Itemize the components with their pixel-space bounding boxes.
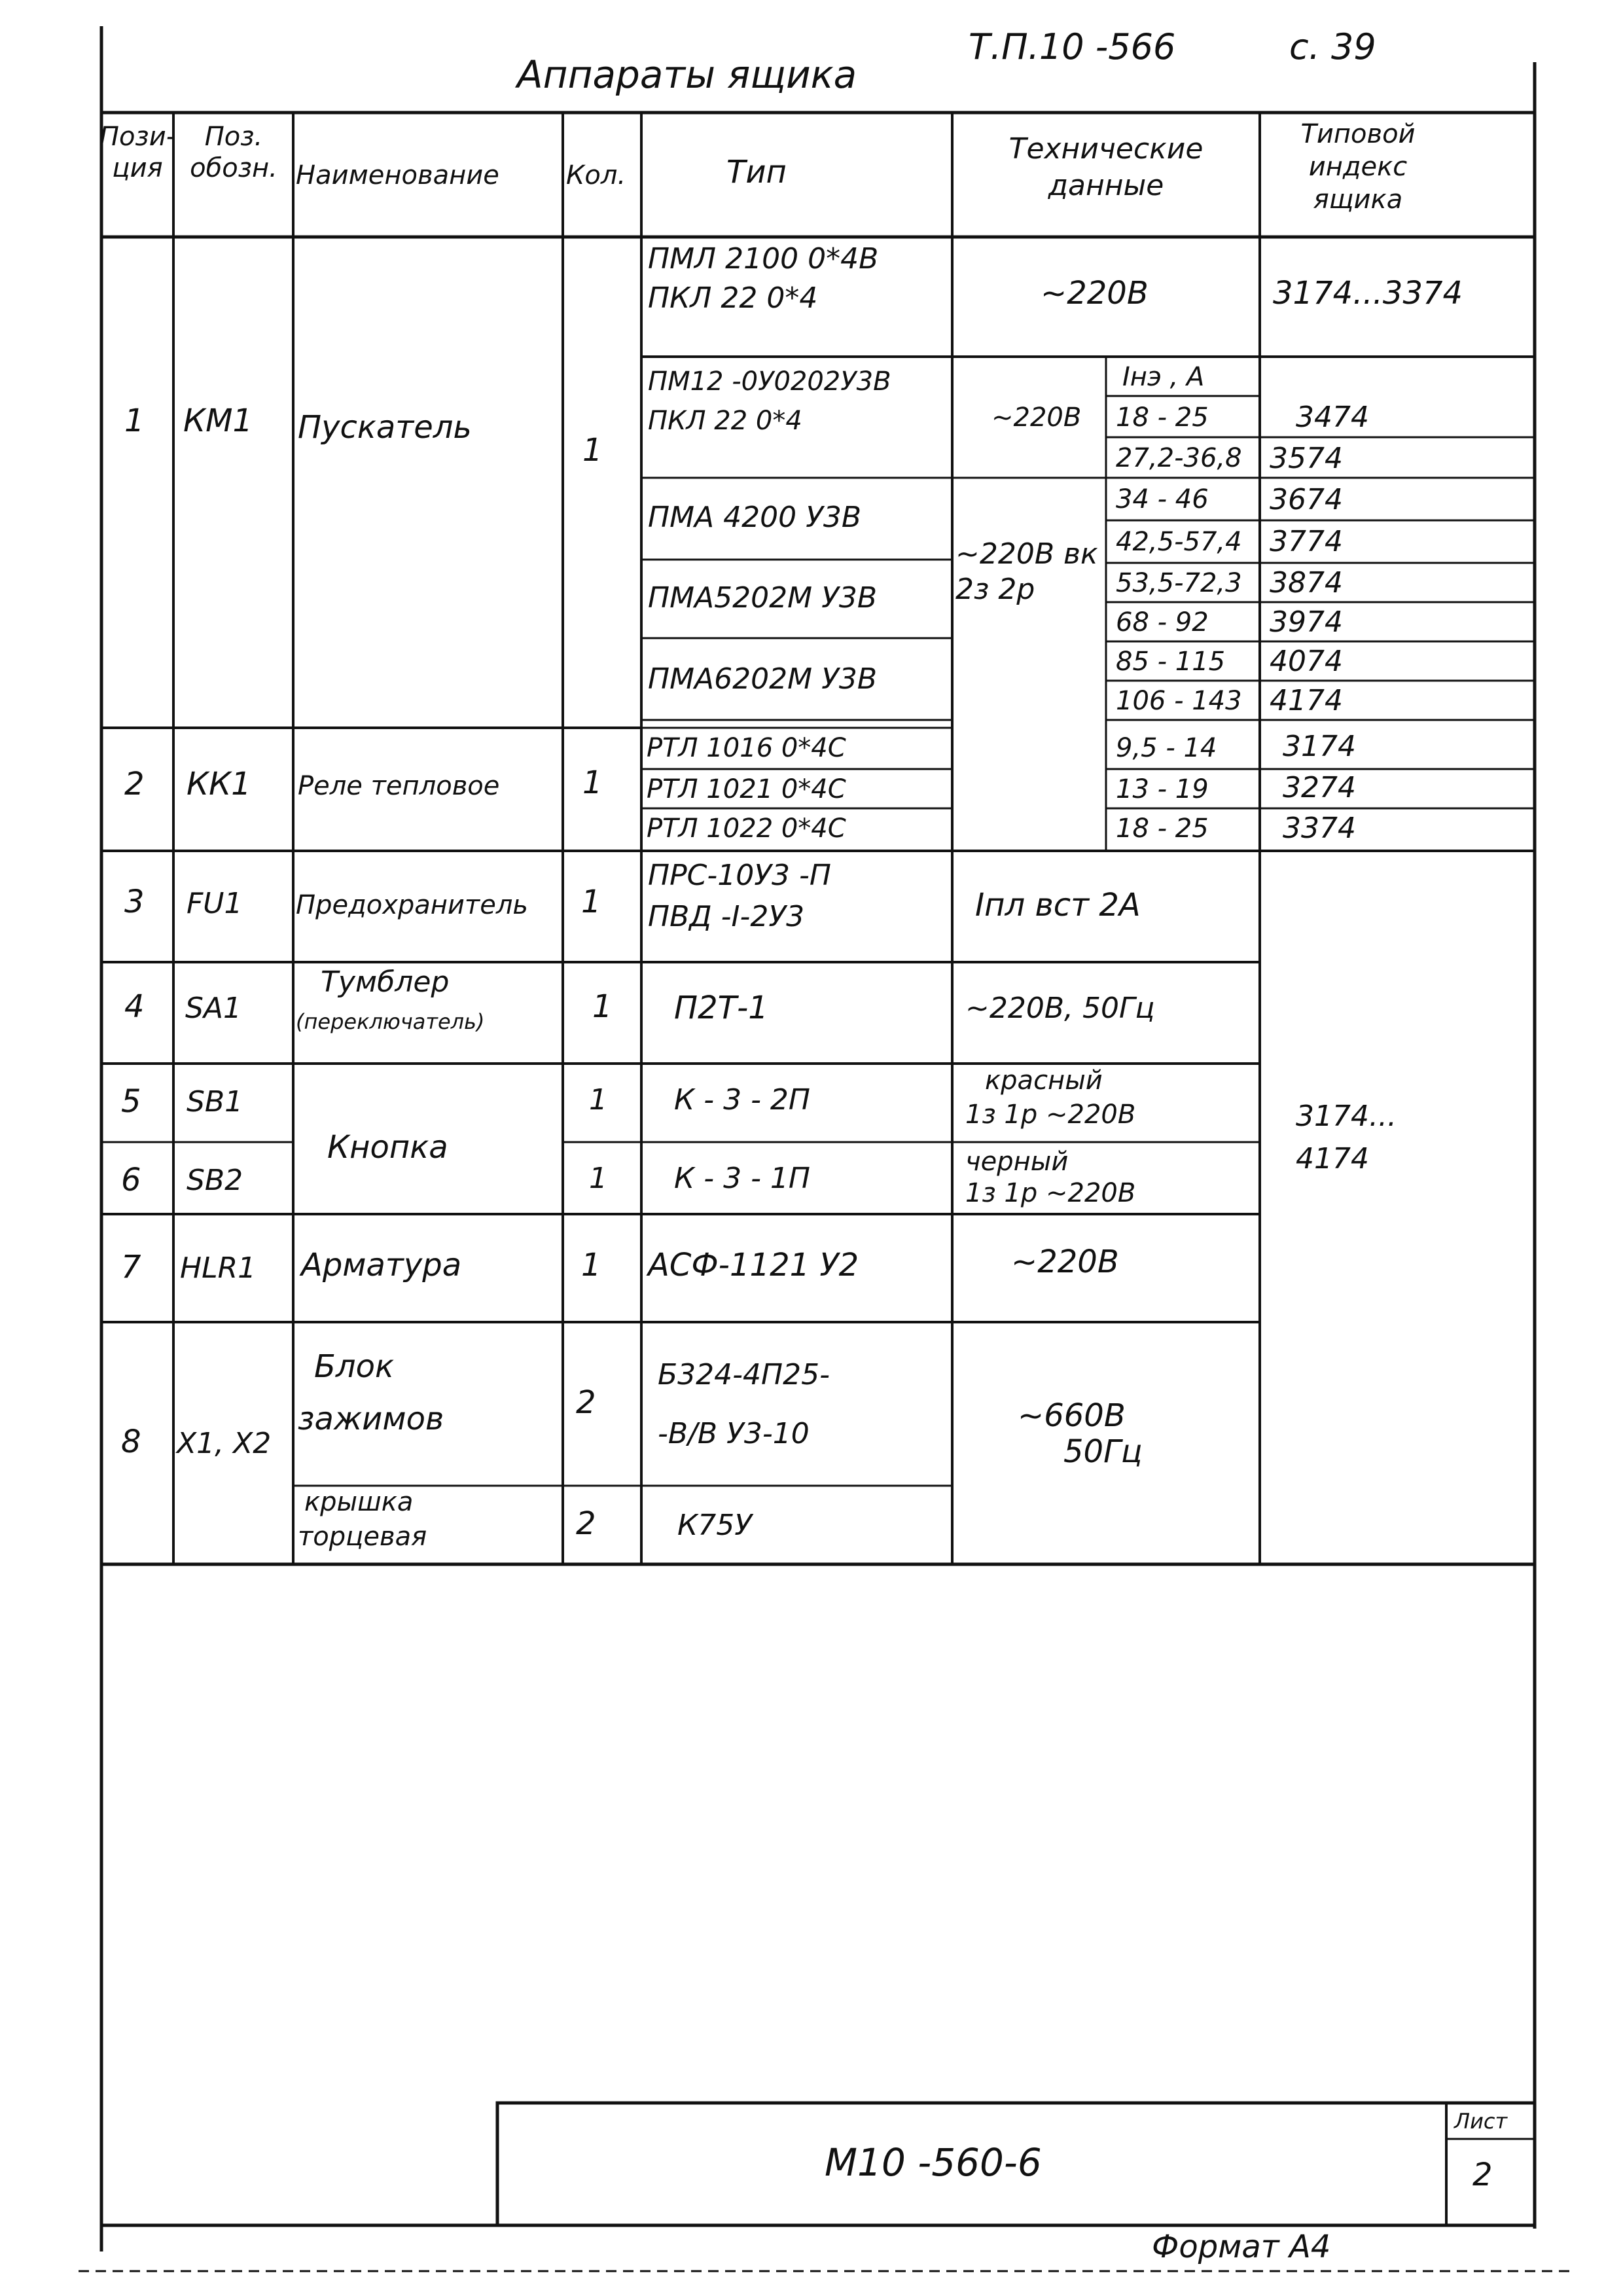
row2-current-1: 9,5 - 14 (1116, 733, 1217, 763)
index-1: 3474 (1296, 401, 1369, 434)
index-4: 3774 (1270, 525, 1343, 558)
row2-current-3: 18 - 25 (1116, 814, 1209, 844)
row5-pos: 5 (121, 1083, 141, 1120)
current-5: 53,5-72,3 (1116, 568, 1242, 598)
row3-qty: 1 (581, 884, 601, 920)
row1b-tech: ~220В (991, 403, 1082, 433)
row5-type: К - 3 - 2П (674, 1083, 811, 1117)
row4-qty: 1 (592, 988, 613, 1025)
current-7: 85 - 115 (1116, 647, 1226, 677)
index-3: 3674 (1270, 483, 1343, 516)
row8b-qty: 2 (576, 1505, 596, 1542)
row1b-type-1: ПМ12 -0У0202У3В (648, 367, 891, 397)
current-1: 18 - 25 (1116, 403, 1209, 433)
col-header-tech: Технические данные (1008, 132, 1204, 202)
row1-qty: 1 (582, 432, 603, 469)
row8-tech-1: ~660В (1018, 1397, 1126, 1434)
row3-designation: FU1 (187, 887, 243, 920)
row2-type-3: РТЛ 1022 0*4С (647, 814, 846, 844)
current-4: 42,5-57,4 (1116, 527, 1242, 557)
index-7: 4074 (1270, 645, 1343, 678)
row1-name: Пускатель (298, 409, 472, 446)
row7-qty: 1 (581, 1247, 601, 1283)
row1b-type-2: ПКЛ 22 0*4 (648, 406, 802, 436)
col-header-name: Наименование (296, 160, 499, 190)
row6-qty: 1 (589, 1162, 607, 1195)
row4-tech: ~220В, 50Гц (965, 992, 1155, 1025)
row8a-name-2: зажимов (298, 1401, 444, 1437)
row6-pos: 6 (121, 1162, 141, 1198)
row4-name-1: Тумблер (321, 965, 450, 999)
index-6: 3974 (1270, 605, 1343, 639)
current-header: Iнэ , А (1122, 362, 1205, 392)
current-8: 106 - 143 (1116, 686, 1242, 716)
row6-tech-1: черный (965, 1147, 1069, 1177)
row2-type-2: РТЛ 1021 0*4С (647, 774, 846, 804)
col-header-index: Типовой индекс ящика (1300, 119, 1416, 215)
row8b-name-2: торцевая (298, 1522, 427, 1552)
index-5: 3874 (1270, 566, 1343, 600)
col-header-type: Тип (726, 154, 787, 190)
row6-tech-2: 1з 1р ~220В (965, 1178, 1136, 1208)
row2-type-1: РТЛ 1016 0*4С (647, 733, 846, 763)
row3-tech: Iпл вст 2А (975, 887, 1141, 924)
row5-tech-2: 1з 1р ~220В (965, 1100, 1136, 1130)
row8b-type: К75У (677, 1509, 753, 1542)
row8-designation: X1, X2 (177, 1427, 272, 1460)
row4-designation: SA1 (185, 992, 242, 1025)
row7-type: АСФ-1121 У2 (648, 1247, 859, 1283)
button-name: Кнопка (327, 1129, 448, 1166)
index-3-8-2: 4174 (1296, 1142, 1369, 1175)
row6-type: К - 3 - 1П (674, 1162, 811, 1195)
row8a-type-2: -В/В У3-10 (658, 1417, 810, 1450)
stamp-sheet-label: Лист (1454, 2109, 1508, 2134)
page-ref: с. 39 (1289, 26, 1376, 67)
current-2: 27,2-36,8 (1116, 443, 1242, 473)
row4-pos: 4 (124, 988, 145, 1025)
row8a-name-1: Блок (314, 1348, 394, 1385)
row5-tech-1: красный (985, 1066, 1103, 1096)
doc-ref: Т.П.10 -566 (969, 26, 1176, 67)
row8b-name-1: крышка (304, 1487, 414, 1517)
row7-tech: ~220В (1011, 1244, 1119, 1280)
row4-type: П2Т-1 (674, 990, 768, 1026)
col-header-pos: Пози-ция (99, 122, 176, 183)
col-header-qty: Кол. (566, 160, 626, 190)
row4-name-2: (переключатель) (296, 1009, 485, 1034)
row3-name: Предохранитель (296, 890, 528, 920)
row2-designation: КК1 (187, 766, 251, 802)
row3-type-2: ПВД -I-2У3 (648, 900, 805, 933)
current-3: 34 - 46 (1116, 484, 1209, 514)
col-header-designation: Поз. обозн. (190, 122, 277, 183)
row7-designation: HLR1 (180, 1251, 257, 1285)
row2-qty: 1 (582, 764, 603, 801)
current-6: 68 - 92 (1116, 607, 1209, 637)
row2-index-2: 3274 (1283, 771, 1356, 804)
row1c-tech: ~220В вк 2з 2р (955, 537, 1098, 606)
row6-designation: SB2 (187, 1164, 243, 1197)
row8a-type-1: Б324-4П25- (658, 1358, 830, 1391)
row2-pos: 2 (124, 766, 145, 802)
row5-designation: SB1 (187, 1085, 243, 1119)
page-title: Аппараты ящика (517, 52, 857, 97)
row2-index-1: 3174 (1283, 730, 1356, 763)
row1a-tech: ~220В (1041, 275, 1149, 312)
row5-qty: 1 (589, 1083, 607, 1117)
row8a-qty: 2 (576, 1384, 596, 1421)
row3-pos: 3 (124, 884, 145, 920)
row2-name: Реле тепловое (298, 771, 500, 801)
row1-pos: 1 (124, 403, 145, 439)
row7-pos: 7 (121, 1249, 141, 1285)
row1c-type-1: ПМА 4200 У3В (648, 501, 862, 534)
row7-name: Арматура (301, 1247, 462, 1283)
row2-index-3: 3374 (1283, 812, 1356, 845)
index-2: 3574 (1270, 442, 1343, 475)
row1-designation: КМ1 (183, 403, 253, 439)
row8-pos: 8 (121, 1424, 141, 1460)
index-3-8-1: 3174... (1296, 1100, 1397, 1133)
index-8: 4174 (1270, 684, 1343, 717)
row1a-type-1: ПМЛ 2100 0*4В (648, 242, 879, 276)
row1c-type-3: ПМА6202М У3В (648, 662, 878, 696)
stamp-designation: М10 -560-6 (825, 2140, 1042, 2185)
row1a-index: 3174...3374 (1273, 275, 1463, 312)
format-label: Формат А4 (1152, 2229, 1331, 2265)
row3-type-1: ПРС-10У3 -П (648, 859, 831, 892)
stamp-sheet-number: 2 (1472, 2157, 1493, 2193)
row2-current-2: 13 - 19 (1116, 774, 1209, 804)
row1a-type-2: ПКЛ 22 0*4 (648, 281, 818, 315)
row1c-type-2: ПМА5202М У3В (648, 581, 878, 615)
row8-tech-2: 50Гц (1063, 1433, 1143, 1470)
